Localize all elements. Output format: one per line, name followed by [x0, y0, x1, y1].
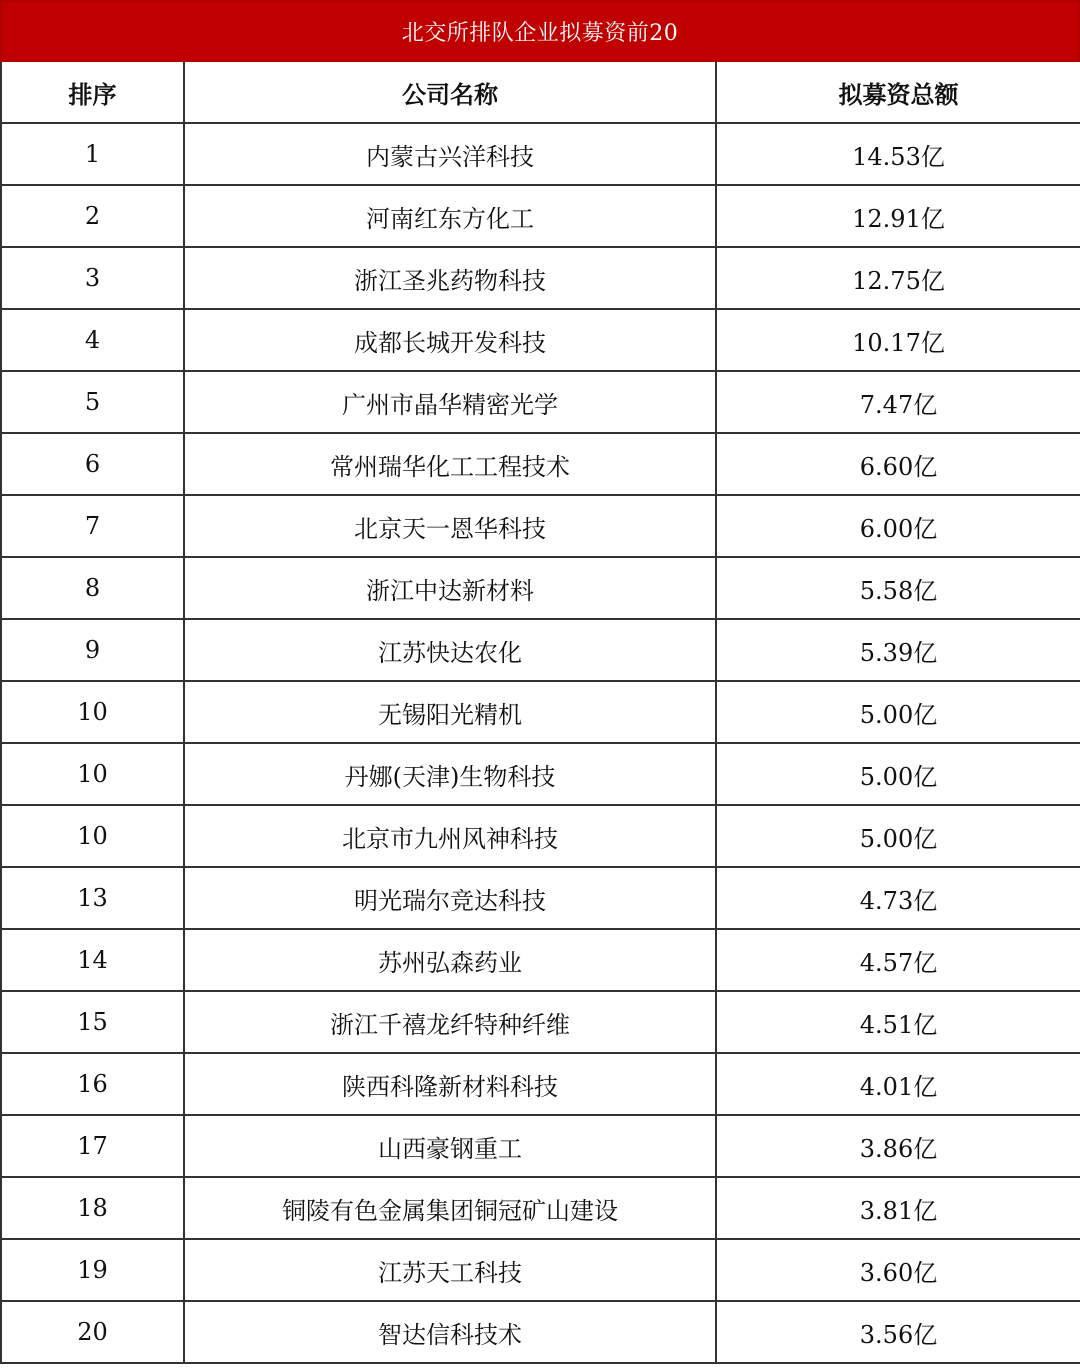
- rank-cell: 9: [1, 619, 184, 681]
- table-row: [1, 247, 1080, 309]
- amount-cell: 4.01亿: [716, 1053, 1080, 1115]
- table-body: [1, 123, 1080, 1363]
- table-row: [1, 1239, 1080, 1301]
- table-row: [1, 123, 1080, 185]
- table-row: [1, 1301, 1080, 1363]
- table-row: [1, 867, 1080, 929]
- table-row: [1, 557, 1080, 619]
- amount-cell: 10.17亿: [716, 309, 1080, 371]
- company-name-cell: 广州市晶华精密光学: [184, 371, 716, 433]
- company-name-cell: 浙江圣兆药物科技: [184, 247, 716, 309]
- rank-cell: 10: [1, 805, 184, 867]
- rank-cell: 1: [1, 123, 184, 185]
- rank-cell: 10: [1, 743, 184, 805]
- amount-cell: 12.75亿: [716, 247, 1080, 309]
- company-name-cell: 北京天一恩华科技: [184, 495, 716, 557]
- amount-cell: 5.58亿: [716, 557, 1080, 619]
- company-name-cell: 明光瑞尔竞达科技: [184, 867, 716, 929]
- table-row: [1, 681, 1080, 743]
- table-row: [1, 495, 1080, 557]
- company-name-cell: 苏州弘森药业: [184, 929, 716, 991]
- amount-cell: 12.91亿: [716, 185, 1080, 247]
- company-name-cell: 成都长城开发科技: [184, 309, 716, 371]
- amount-cell: 3.86亿: [716, 1115, 1080, 1177]
- rank-cell: 13: [1, 867, 184, 929]
- rank-cell: 2: [1, 185, 184, 247]
- table-row: [1, 743, 1080, 805]
- table-row: [1, 1115, 1080, 1177]
- table-title: 北交所排队企业拟募资前20: [0, 0, 1080, 62]
- rank-cell: 6: [1, 433, 184, 495]
- amount-cell: 3.81亿: [716, 1177, 1080, 1239]
- amount-cell: 4.73亿: [716, 867, 1080, 929]
- amount-cell: 3.56亿: [716, 1301, 1080, 1363]
- amount-cell: 5.00亿: [716, 805, 1080, 867]
- amount-cell: 6.00亿: [716, 495, 1080, 557]
- amount-cell: 4.57亿: [716, 929, 1080, 991]
- table-row: [1, 185, 1080, 247]
- rank-cell: 20: [1, 1301, 184, 1363]
- amount-cell: 3.60亿: [716, 1239, 1080, 1301]
- company-name-cell: 内蒙古兴洋科技: [184, 123, 716, 185]
- column-header-company-name: 公司名称: [184, 62, 716, 123]
- table-row: [1, 309, 1080, 371]
- rank-cell: 10: [1, 681, 184, 743]
- company-name-cell: 浙江中达新材料: [184, 557, 716, 619]
- rank-cell: 15: [1, 991, 184, 1053]
- table-row: [1, 929, 1080, 991]
- company-name-cell: 丹娜(天津)生物科技: [184, 743, 716, 805]
- rank-cell: 18: [1, 1177, 184, 1239]
- company-name-cell: 陕西科隆新材料科技: [184, 1053, 716, 1115]
- rank-cell: 14: [1, 929, 184, 991]
- amount-cell: 5.00亿: [716, 743, 1080, 805]
- rank-cell: 8: [1, 557, 184, 619]
- rank-cell: 7: [1, 495, 184, 557]
- company-name-cell: 山西豪钢重工: [184, 1115, 716, 1177]
- column-header-amount: 拟募资总额: [716, 62, 1080, 123]
- table-row: [1, 1177, 1080, 1239]
- amount-cell: 4.51亿: [716, 991, 1080, 1053]
- rank-cell: 5: [1, 371, 184, 433]
- table-row: [1, 371, 1080, 433]
- rank-cell: 16: [1, 1053, 184, 1115]
- rank-cell: 19: [1, 1239, 184, 1301]
- company-name-cell: 智达信科技术: [184, 1301, 716, 1363]
- rank-cell: 3: [1, 247, 184, 309]
- company-name-cell: 江苏天工科技: [184, 1239, 716, 1301]
- table-row: [1, 991, 1080, 1053]
- company-name-cell: 常州瑞华化工工程技术: [184, 433, 716, 495]
- table-row: [1, 1053, 1080, 1115]
- ranking-table: [0, 62, 1080, 1364]
- header-row: [1, 62, 1080, 123]
- table-row: [1, 805, 1080, 867]
- company-name-cell: 铜陵有色金属集团铜冠矿山建设: [184, 1177, 716, 1239]
- rank-cell: 17: [1, 1115, 184, 1177]
- company-name-cell: 浙江千禧龙纤特种纤维: [184, 991, 716, 1053]
- company-name-cell: 江苏快达农化: [184, 619, 716, 681]
- table-row: [1, 433, 1080, 495]
- rank-cell: 4: [1, 309, 184, 371]
- company-name-cell: 河南红东方化工: [184, 185, 716, 247]
- column-header-rank: 排序: [1, 62, 184, 123]
- amount-cell: 14.53亿: [716, 123, 1080, 185]
- amount-cell: 5.39亿: [716, 619, 1080, 681]
- amount-cell: 6.60亿: [716, 433, 1080, 495]
- company-name-cell: 北京市九州风神科技: [184, 805, 716, 867]
- company-name-cell: 无锡阳光精机: [184, 681, 716, 743]
- amount-cell: 7.47亿: [716, 371, 1080, 433]
- amount-cell: 5.00亿: [716, 681, 1080, 743]
- table-row: [1, 619, 1080, 681]
